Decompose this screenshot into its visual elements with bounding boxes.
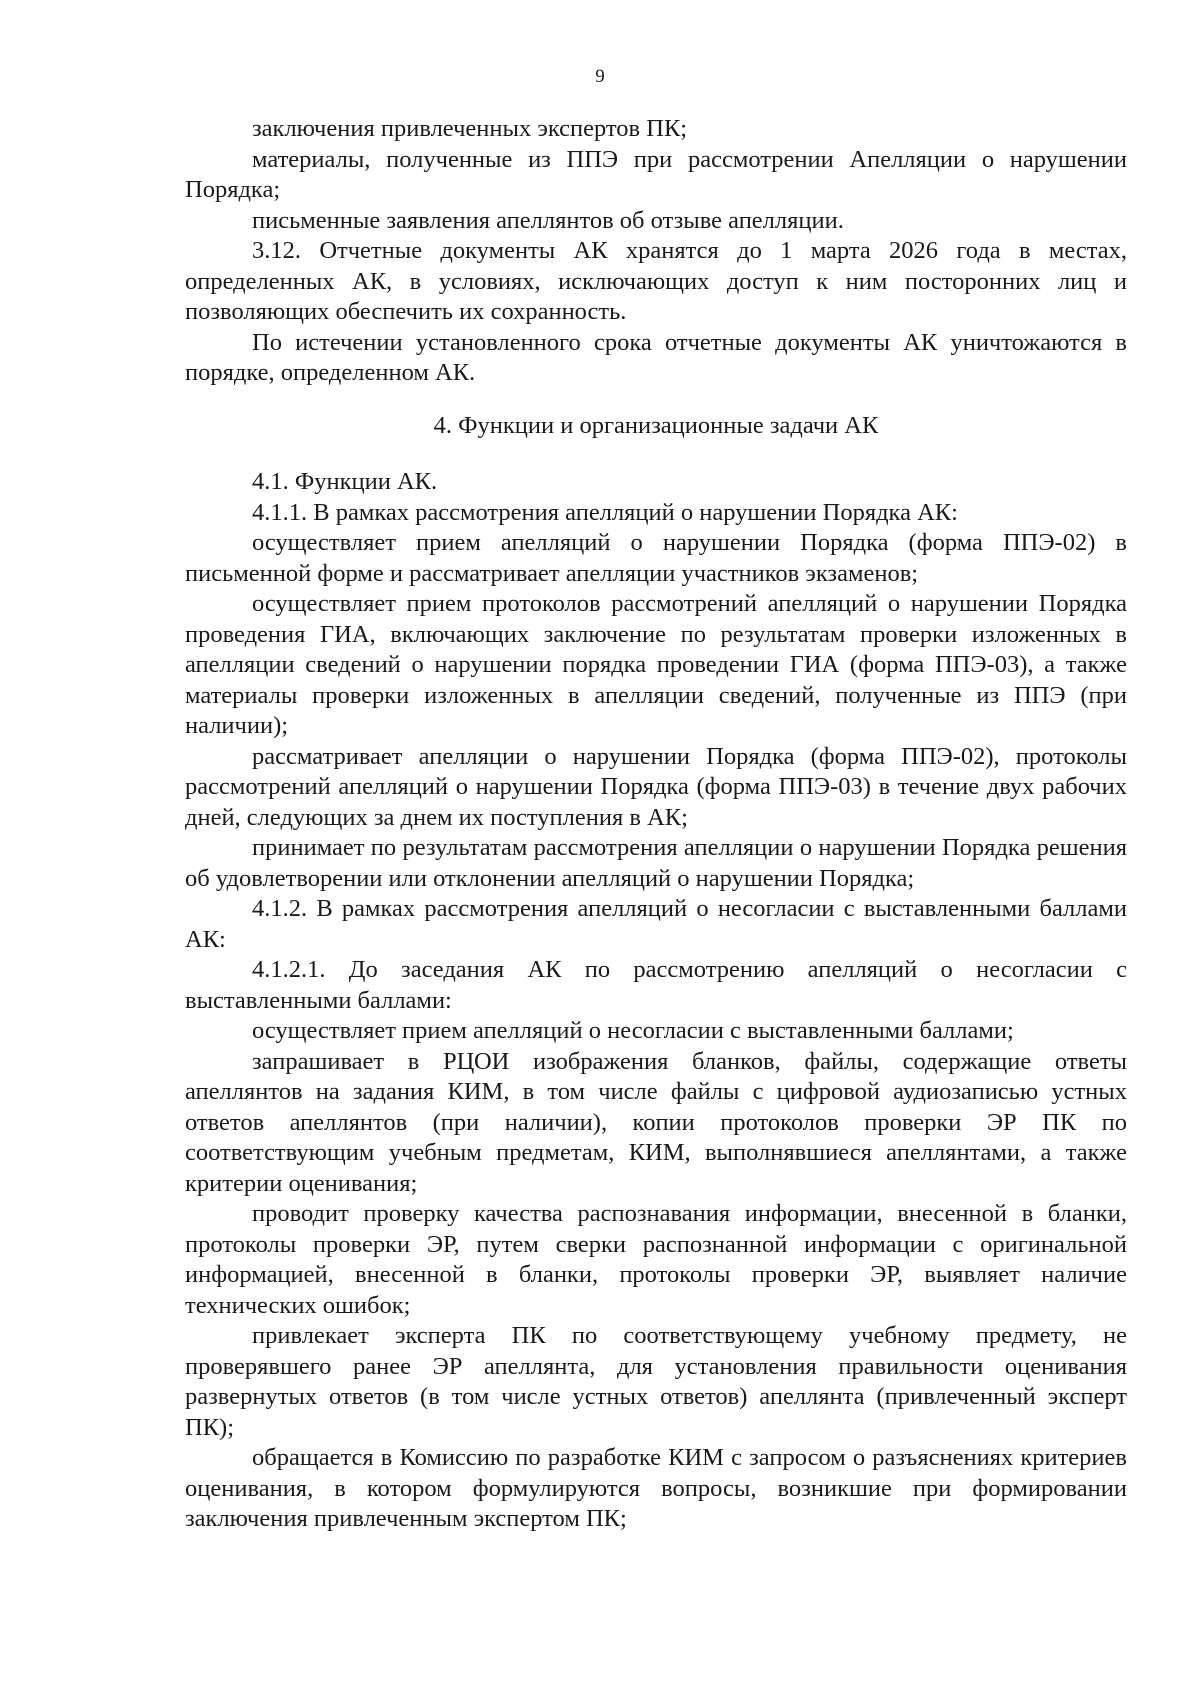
paragraph: 4.1.2. В рамках рассмотрения апелляций о несогласии с выставленными баллами АК: [185, 895, 1127, 953]
paragraph: материалы, полученные из ППЭ при рассмотрении Апелляции о нарушении Порядка; [185, 145, 1127, 203]
paragraph: письменные заявления апеллянтов об отзыве апелляции. [252, 206, 844, 234]
paragraph: принимает по результатам рассмотрения апелляции о нарушении Порядка решения об удовлетворении или отклонении апелляций о нарушении Порядка; [185, 834, 1127, 892]
paragraph: 4.1.2.1. До заседания АК по рассмотрению апелляций о несогласии с выставленными баллами: [185, 956, 1127, 1014]
paragraph: 3.12. Отчетные документы АК хранятся до 1 марта 2026 года в местах, определенных АК, в условиях, исключающих доступ к ним посторонних лиц и позволяющих обеспечить их сохранность. [185, 237, 1127, 325]
paragraph: заключения привлеченных экспертов ПК; [252, 115, 688, 142]
paragraph: обращается в Комиссию по разработке КИМ с запросом о разъяснениях критериев оценивания, в котором формулируются вопросы, возникшие при формировании заключения привлеченным экспертом ПК; [185, 1444, 1127, 1532]
paragraph: осуществляет прием апелляций о нарушении Порядка (форма ППЭ-02) в письменной форме и рассматривает апелляции участников экзаменов; [185, 529, 1127, 587]
paragraph: 4.1. Функции АК. [252, 468, 438, 495]
paragraph: рассматривает апелляции о нарушении Порядка (форма ППЭ-02), протоколы рассмотрений апелляций о нарушении Порядка (форма ППЭ-03) в течение двух рабочих дней, следующих за днем их поступления в АК; [185, 742, 1127, 831]
paragraph: осуществляет прием апелляций о несогласии с выставленными баллами; [252, 1017, 1014, 1044]
paragraph: проводит проверку качества распознавания информации, внесенной в бланки, протоколы проверки ЭР, путем сверки распознанной информации с оригинальной информацией, внесенной в бланки, протоколы проверки ЭР, выявляет наличие технических ошибок; [185, 1200, 1127, 1319]
paragraph: запрашивает в РЦОИ изображения бланков, файлы, содержащие ответы апеллянтов на задания КИМ, в том числе файлы с цифровой аудиозаписью устных ответов апеллянтов (при наличии), копии протоколов проверки ЭР ПК по соответствующим учебным предметам, КИМ, выполнявшиеся апеллянтами, а также критерии оценивания; [185, 1047, 1127, 1197]
paragraph: осуществляет прием протоколов рассмотрений апелляций о нарушении Порядка проведения ГИА, включающих заключение по результатам проверки изложенных в апелляции сведений о нарушении порядка проведении ГИА (форма ППЭ-03), а также материалы проверки изложенных в апелляции сведений, полученные из ППЭ (при наличии); [185, 590, 1127, 739]
paragraph: 4.1.1. В рамках рассмотрения апелляций о нарушении Порядка АК: [252, 498, 958, 526]
paragraph: По истечении установленного срока отчетные документы АК уничтожаются в порядке, определенном АК. [185, 328, 1127, 386]
paragraph: привлекает эксперта ПК по соответствующему учебному предмету, не проверявшего ранее ЭР апеллянта, для установления правильности оценивания развернутых ответов (в том числе устных ответов) апеллянта (привлеченный эксперт ПК); [185, 1322, 1127, 1441]
section-heading: 4. Функции и организационные задачи АК [433, 411, 879, 439]
page-number: 9 [595, 66, 605, 87]
document-body [185, 114, 1127, 1535]
